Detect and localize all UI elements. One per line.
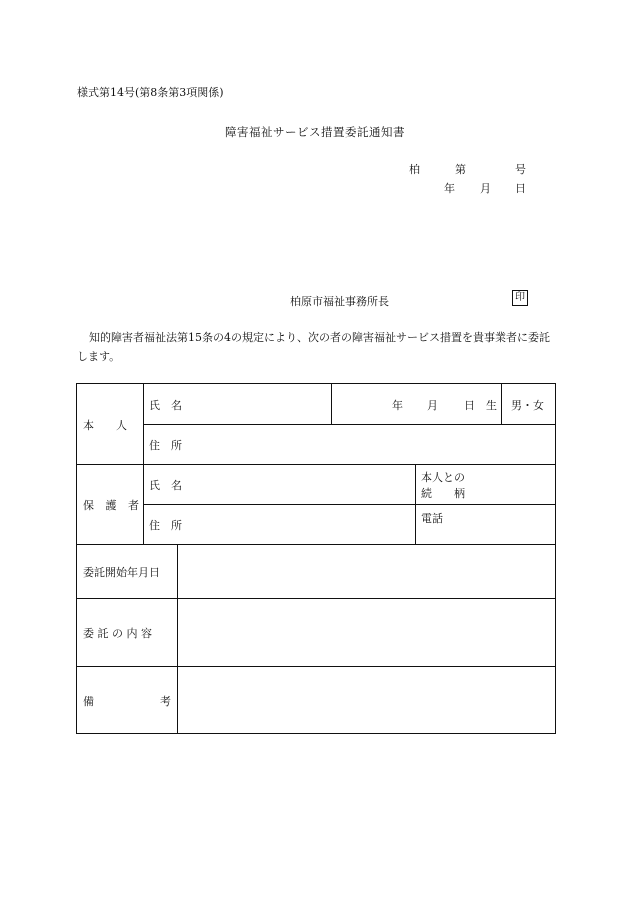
line [331,384,332,424]
document-title: 障害福祉サービス措置委託通知書 [225,125,405,139]
person-address-label: 住 所 [149,439,182,452]
seal-mark: 印 [512,290,528,306]
line [143,424,555,425]
person-name-label: 氏 名 [149,399,182,412]
birth-suffix-label: 生 [486,399,497,412]
line [501,384,502,424]
guardian-phone-label: 電話 [421,512,443,525]
issuer-name: 柏原市福祉事務所長 [290,295,389,308]
line [177,544,178,733]
body-text: 知的障害者福祉法第15条の4の規定により、次の者の障害福祉サービス措置を貴事業者に委託します。 [77,331,550,363]
reference-prefix: 柏 [409,163,420,176]
line [77,544,555,545]
reference-dai: 第 [455,163,466,176]
remarks-label-left: 備 [83,695,94,708]
birth-day-label: 日 [464,399,475,412]
form-number: 様式第14号(第8条第3項関係) [77,86,224,99]
line [77,666,555,667]
gender-options: 男・女 [511,399,544,412]
date-year-label: 年 [444,182,455,195]
date-month-label: 月 [480,182,491,195]
line [77,464,555,465]
start-date-label: 委託開始年月日 [83,566,160,579]
date-day-label: 日 [515,182,526,195]
line [415,464,416,544]
commission-form-table [76,383,556,734]
guardian-address-label: 住 所 [149,519,182,532]
content-label: 委 託 の 内 容 [83,627,152,640]
birth-month-label: 月 [427,399,438,412]
relation-label-line2: 続 柄 [421,487,465,500]
guardian-name-label: 氏 名 [149,479,182,492]
line [77,598,555,599]
reference-go: 号 [515,163,526,176]
remarks-label-right: 考 [160,695,171,708]
person-label: 本 人 [83,419,127,432]
birth-year-label: 年 [392,399,403,412]
guardian-label: 保 護 者 [83,499,143,512]
relation-label-line1: 本人との [421,471,465,484]
line [143,384,144,544]
line [143,504,555,505]
